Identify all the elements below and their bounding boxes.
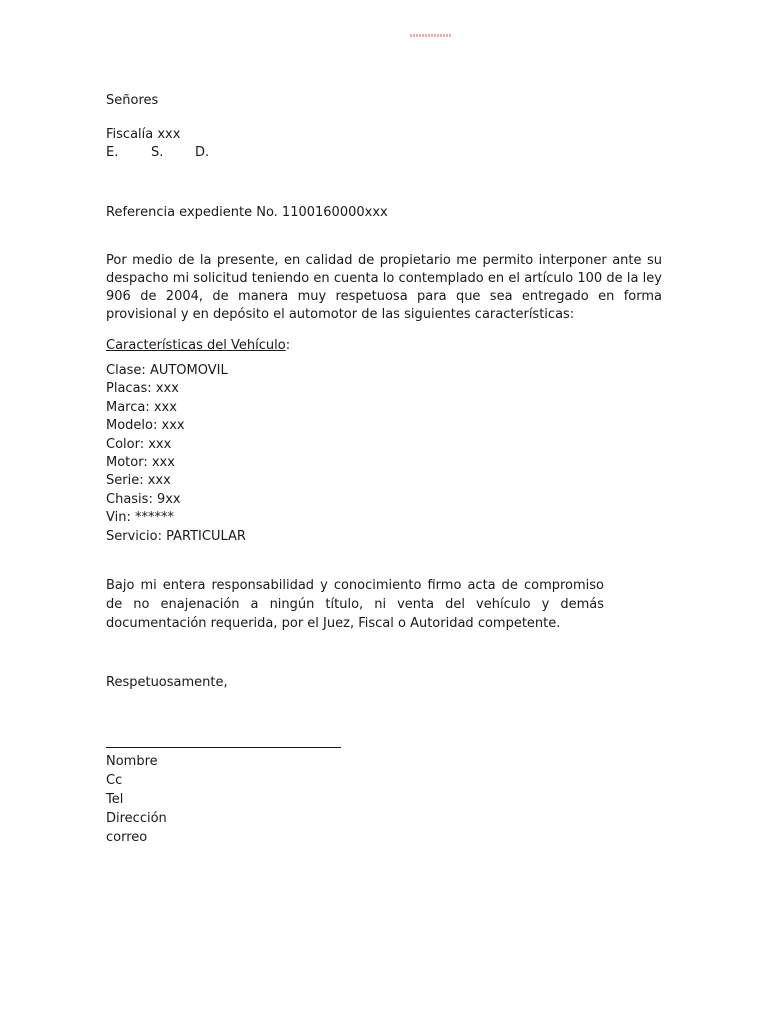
esd-s: S. (151, 145, 164, 160)
spec-modelo: Modelo: xxx (106, 418, 185, 434)
header-watermark (410, 34, 452, 37)
signature-field-correo: correo (106, 830, 148, 845)
vehicle-heading (106, 337, 290, 355)
esd-line (106, 144, 209, 162)
vehicle-heading-text: Características del Vehículo (106, 338, 286, 353)
addressee-office: Fiscalía xxx (106, 127, 181, 142)
commitment-paragraph: Bajo mi entera responsabilidad y conocimiento firmo acta de compromiso de no enajenación a ningún título, ni venta del vehículo y demás documentación requerida, por el Juez, Fiscal o Autoridad competente. (106, 578, 604, 631)
signature-field-nombre: Nombre (106, 754, 158, 769)
spec-placas: Placas: xxx (106, 381, 179, 397)
spec-chasis: Chasis: 9xx (106, 491, 181, 507)
greeting: Señores (106, 93, 159, 108)
closing: Respetuosamente, (106, 675, 228, 690)
vehicle-spec-list (106, 362, 246, 546)
vehicle-heading-colon: : (285, 338, 291, 353)
spec-serie: Serie: xxx (106, 473, 171, 489)
spec-marca: Marca: xxx (106, 399, 177, 415)
spec-servicio: Servicio: PARTICULAR (106, 528, 246, 544)
body-paragraph: Por medio de la presente, en calidad de propietario me permito interponer ante su despacho mi solicitud teniendo en cuenta lo contemplado en el artículo 100 de la ley 906 de 2004, de manera muy respetuosa para que sea entregado en forma provisional y en depósito el automotor de las siguientes características: (106, 253, 662, 322)
signature-field-tel: Tel (106, 792, 124, 807)
signature-field-cc: Cc (106, 773, 123, 788)
reference-line: Referencia expediente No. 1100160000xxx (106, 205, 388, 220)
esd-e: E. (106, 145, 119, 160)
spec-color: Color: xxx (106, 436, 172, 452)
signature-field-direccion: Dirección (106, 811, 167, 826)
signature-fields (106, 752, 167, 847)
spec-vin: Vin: ****** (106, 510, 174, 526)
esd-d: D. (195, 145, 210, 160)
spec-clase: Clase: AUTOMOVIL (106, 363, 228, 378)
signature-line (106, 747, 341, 748)
spec-motor: Motor: xxx (106, 455, 175, 471)
